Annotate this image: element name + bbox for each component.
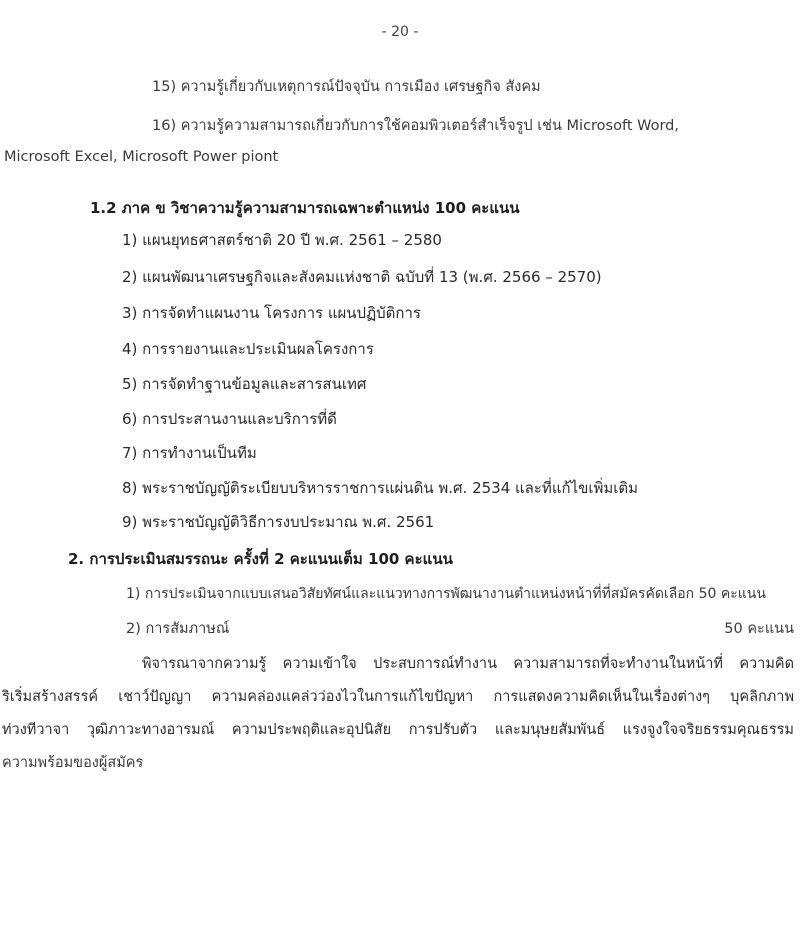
item-16-line-2: Microsoft Excel, Microsoft Power piont [4,149,279,165]
page-number: - 20 - [381,24,419,40]
list-item: 9) พระราชบัญญัติวิธีการงบประมาณ พ.ศ. 2561 [122,513,435,531]
list-item: 6) การประสานงานและบริการที่ดี [122,410,337,428]
section-2-heading: 2. การประเมินสมรรถนะ ครั้งที่ 2 คะแนนเต็ม 100 คะแนน [68,550,453,568]
list-item: 4) การรายงานและประเมินผลโครงการ [122,340,374,358]
assessment-item-2-label: 2) การสัมภาษณ์ [126,621,230,637]
list-item: 2) แผนพัฒนาเศรษฐกิจและสังคมแห่งชาติ ฉบับที่ 13 (พ.ศ. 2566 – 2570) [122,268,602,286]
list-item: 1) แผนยุทธศาสตร์ชาติ 20 ปี พ.ศ. 2561 – 2580 [122,231,442,249]
list-item: 7) การทำงานเป็นทีม [122,444,257,462]
paragraph-line-1: พิจารณาจากความรู้ ความเข้าใจ ประสบการณ์ทำงาน ความสามารถที่จะทำงานในหน้าที่ ความคิด [142,656,794,672]
section-1-2-heading: 1.2 ภาค ข วิชาความรู้ความสามารถเฉพาะตำแหน่ง 100 คะแนน [90,199,520,217]
list-item: 8) พระราชบัญญัติระเบียบบริหารราชการแผ่นดิน พ.ศ. 2534 และที่แก้ไขเพิ่มเติม [122,479,639,497]
paragraph-line-3: ท่วงทีวาจา วุฒิภาวะทางอารมณ์ ความประพฤติและอุปนิสัย การปรับตัว และมนุษยสัมพันธ์ แรงจูงใจจริยธรรมคุณธรรม [2,722,794,738]
assessment-item-2-score: 50 คะแนน [724,621,794,637]
item-15: 15) ความรู้เกี่ยวกับเหตุการณ์ปัจจุบัน การเมือง เศรษฐกิจ สังคม [152,79,541,95]
paragraph-line-2: ริเริ่มสร้างสรรค์ เชาว์ปัญญา ความคล่องแคล่วว่องไวในการแก้ไขปัญหา การแสดงความคิดเห็นในเรื่องต่างๆ บุคลิกภาพ [2,689,794,705]
paragraph-line-4: ความพร้อมของผู้สมัคร [2,755,144,771]
item-16-line-1: 16) ความรู้ความสามารถเกี่ยวกับการใช้คอมพิวเตอร์สำเร็จรูป เช่น Microsoft Word, [152,118,679,134]
assessment-item-1: 1) การประเมินจากแบบเสนอวิสัยทัศน์และแนวทางการพัฒนางานตำแหน่งหน้าที่ที่สมัครคัดเลือก 50 คะแนน [126,586,766,602]
list-item: 5) การจัดทำฐานข้อมูลและสารสนเทศ [122,375,367,393]
list-item: 3) การจัดทำแผนงาน โครงการ แผนปฏิบัติการ [122,304,421,322]
